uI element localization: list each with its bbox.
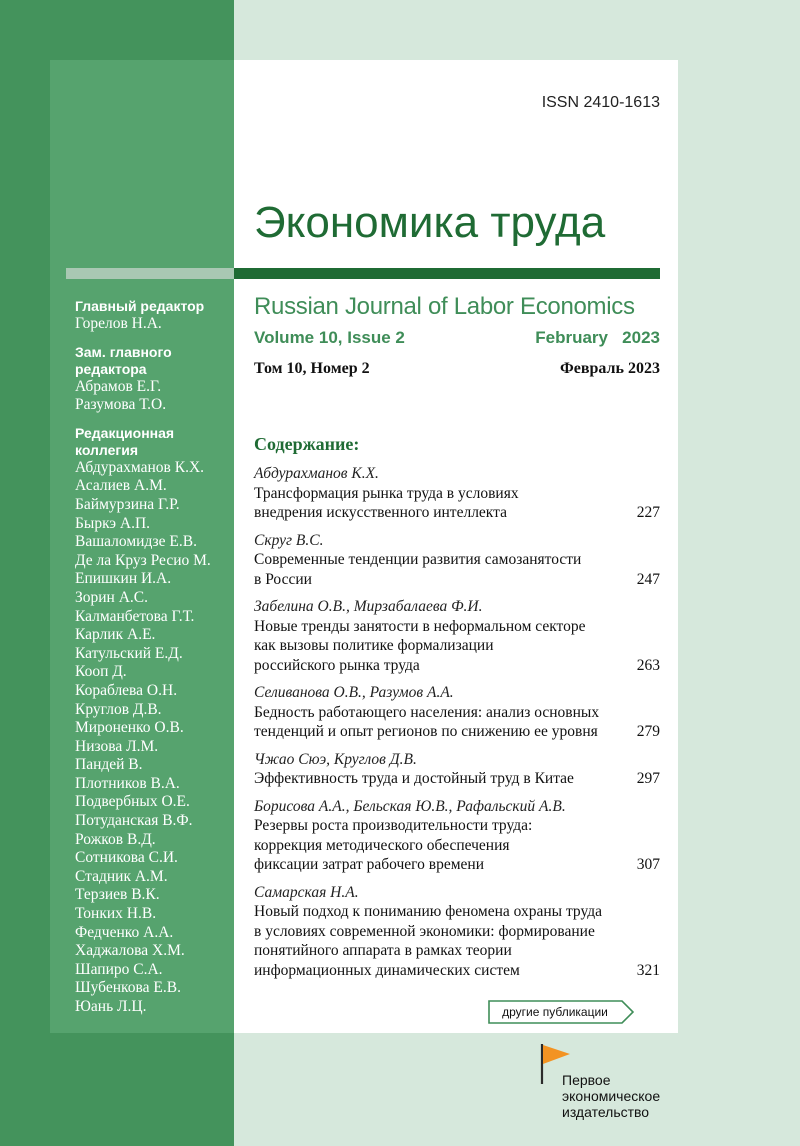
toc-page: 321 [636,961,660,979]
toc-item[interactable] [254,683,662,742]
board-member: Асалиев А.М. [75,477,167,495]
board-member: Кораблева О.Н. [75,681,178,699]
toc-page: 297 [636,770,660,787]
volume-en: Volume 10, Issue 2 [254,328,405,347]
toc-item[interactable] [254,464,662,523]
more-publications-button[interactable] [488,1000,634,1024]
board-member: Кооп Д. [75,663,127,681]
toc-authors: Чжао Сюэ, Круглов Д.В. [254,750,417,768]
issue-info-en [254,328,660,348]
board-member: Стадник А.М. [75,867,168,885]
board-member: Мироненко О.В. [75,719,184,737]
toc-title: Трансформация рынка труда в условиях внедрения искусственного интеллекта [254,484,519,521]
publisher-name: Первое экономическое издательство [562,1072,661,1120]
toc-title: Современные тенденции развития самозанятости в России [254,551,582,588]
chief-editor-name: Горелов Н.А. [75,315,162,332]
toc-title: Бедность работающего населения: анализ основных тенденций и опыт регионов по снижению ее уровня [254,703,600,740]
board-member: Тонких Н.В. [75,905,157,923]
board-member: Шапиро С.А. [75,960,163,978]
deputy-editors-block [75,344,235,415]
deputy-list [75,378,235,415]
table-of-contents [254,464,662,988]
toc-page: 227 [636,504,660,521]
board-member: Подвербных О.Е. [75,793,190,811]
date-ru: Февраль 2023 [560,360,660,377]
deputy-name: Разумова Т.О. [75,396,167,414]
deputy-heading-line2: редактора [75,360,147,377]
chief-editor-heading: Главный редактор [75,298,205,314]
board-member: Рожков В.Д. [75,830,156,848]
date-en: February 2023 [535,328,660,347]
toc-page: 307 [636,856,660,873]
toc-page: 279 [636,723,660,740]
toc-item[interactable] [254,597,662,675]
board-member: Быркэ А.П. [75,514,151,532]
toc-page: 247 [636,570,660,588]
toc-authors: Селиванова О.В., Разумов А.А. [254,684,454,701]
contents-heading: Содержание: [254,434,360,454]
board-member: Сотникова С.И. [75,849,178,867]
board-member: Де ла Круз Ресио М. [75,551,211,569]
board-heading-line1: Редакционная [75,424,175,441]
editorial-board-block [75,425,235,1017]
issue-info-ru [254,360,660,378]
toc-authors: Забелина О.В., Мирзабалаева Ф.И. [254,598,483,615]
board-member: Круглов Д.В. [75,700,162,718]
board-member: Шубенкова Е.В. [75,979,181,997]
toc-page: 263 [636,656,660,674]
issn-label: ISSN 2410-1613 [541,94,660,111]
toc-item[interactable] [254,531,662,590]
board-member: Вашаломидзе Е.В. [75,533,197,551]
divider-bar-dark [234,268,660,279]
board-member: Абдурахманов К.Х. [75,458,205,476]
toc-title: Эффективность труда и достойный труд в Китае [254,770,574,787]
toc-title: Новые тренды занятости в неформальном секторе как вызовы политике формализации российского рынка труда [254,617,586,674]
journal-title-en: Russian Journal of Labor Economics [254,293,635,320]
toc-item[interactable] [254,883,662,981]
board-member: Хаджалова Х.М. [75,942,185,960]
toc-authors: Самарская Н.А. [254,883,359,901]
journal-title-ru: Экономика труда [254,198,606,247]
board-member: Епишкин И.А. [75,570,172,588]
editorial-sidebar [75,298,235,1027]
toc-authors: Борисова А.А., Бельская Ю.В., Рафальский А.В. [254,797,566,815]
board-member: Потуданская В.Ф. [75,812,193,830]
board-member: Плотников В.А. [75,774,180,792]
toc-item[interactable] [254,750,662,789]
toc-title: Новый подход к пониманию феномена охраны труда в условиях современной экономики: формирование понятийного аппарата в рамках теории информационных динамических систем [254,903,603,979]
board-member: Калманбетова Г.Т. [75,607,195,625]
board-member: Зорин А.С. [75,588,149,606]
board-member: Баймурзина Г.Р. [75,495,180,513]
board-member: Юань Л.Ц. [75,998,147,1015]
board-member: Пандей В. [75,756,143,774]
deputy-heading-line1: Зам. главного [75,343,172,360]
chief-editor-block [75,298,235,334]
more-publications-label: другие публикации [502,1005,608,1019]
board-member: Катульский Е.Д. [75,644,183,662]
publisher-logo [540,1042,700,1132]
board-member: Низова Л.М. [75,737,159,755]
toc-title: Резервы роста производительности труда: коррекция методического обеспечения фиксации затрат рабочего времени [254,817,533,873]
board-member: Карлик А.Е. [75,626,156,644]
divider-bar-light [66,268,234,279]
toc-item[interactable] [254,797,662,875]
board-list [75,459,235,1017]
board-heading-line2: коллегия [75,441,139,458]
toc-authors: Абдурахманов К.Х. [254,465,379,482]
board-member: Федченко А.А. [75,923,174,941]
volume-ru: Том 10, Номер 2 [254,360,370,377]
deputy-name: Абрамов Е.Г. [75,377,162,395]
board-member: Терзиев В.К. [75,886,160,904]
toc-authors: Скруг В.С. [254,531,324,549]
